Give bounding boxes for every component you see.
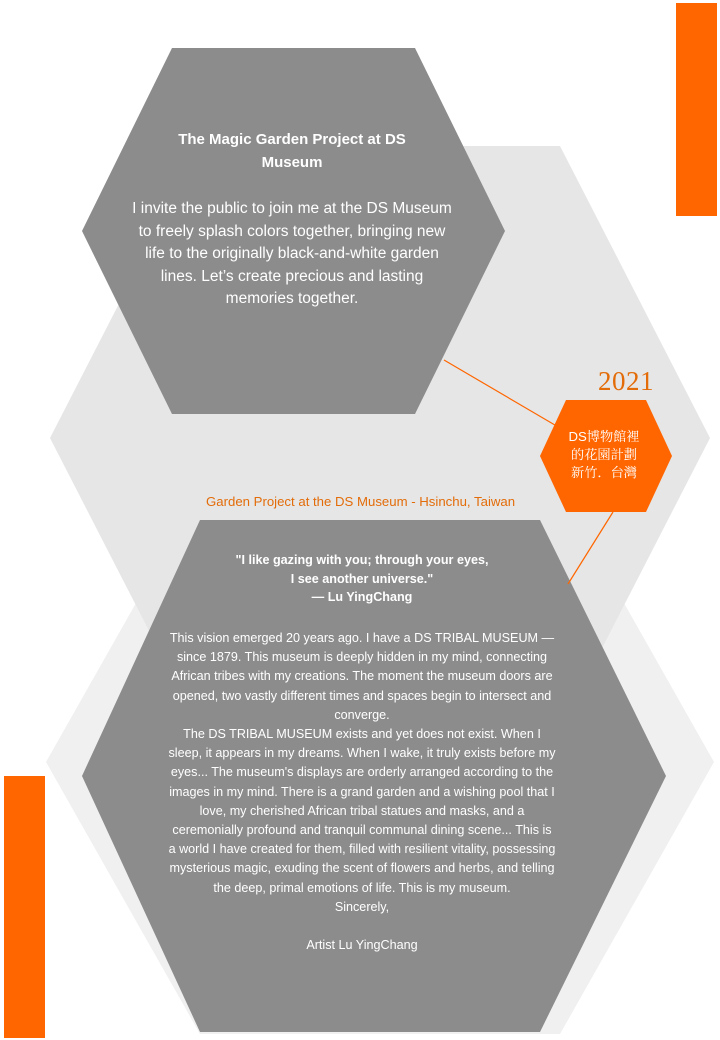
story-closing: Sincerely, <box>334 899 390 914</box>
year-label: 2021 <box>598 366 654 396</box>
intro-title: The Magic Garden Project at DS Museum <box>178 131 406 171</box>
location-caption: Garden Project at the DS Museum - Hsinchu, Taiwan <box>206 494 516 509</box>
story-paragraph-1: This vision emerged 20 years ago. I have a DS TRIBAL MUSEUM — since 1879. This museum is deeply hidden in my mind, connecting African tribes with my creations. The moment the museum doors are opened, two vastly different times and spaces begin to intersect and converge. <box>169 631 555 722</box>
story-paragraph-2: The DS TRIBAL MUSEUM exists and yet does not exist. When I sleep, it appears in my dreams. When I wake, it truly exists before my eyes... The museum's displays are orderly arranged according to the images in my mind. There is a grand garden and a wishing pool that I love, my cherished African tribal statues and masks, and a ceremonially profound and tranquil communal dining scene... This is a world I have created for them, filled with resilient vitality, possessing mysterious magic, exuding the scent of flowers and herbs, and telling the deep, primal emotions of life. This is my museum. <box>168 727 556 895</box>
story-block <box>168 629 556 955</box>
quote-line-2: I see another universe." <box>290 571 434 586</box>
intro-body: I invite the public to join me at the DS Museum to freely splash colors together, bringing new life to the originally black-and-white garden lines. Let’s create precious and lasting memories together. <box>132 200 452 307</box>
accent-bar-bottom-left <box>4 776 45 1038</box>
badge-text <box>552 428 656 482</box>
accent-bar-top-right <box>676 3 717 216</box>
badge-line-2: 的花園計劃 <box>571 447 637 462</box>
quote-attribution: — Lu YingChang <box>311 590 413 604</box>
quote-line-1: "I like gazing with you; through your eyes, <box>235 553 489 567</box>
badge-line-3: 新竹．台灣 <box>571 465 637 480</box>
story-signature: Artist Lu YingChang <box>306 938 418 953</box>
quote-block <box>190 551 534 607</box>
badge-line-1: DS博物館裡 <box>568 429 640 444</box>
